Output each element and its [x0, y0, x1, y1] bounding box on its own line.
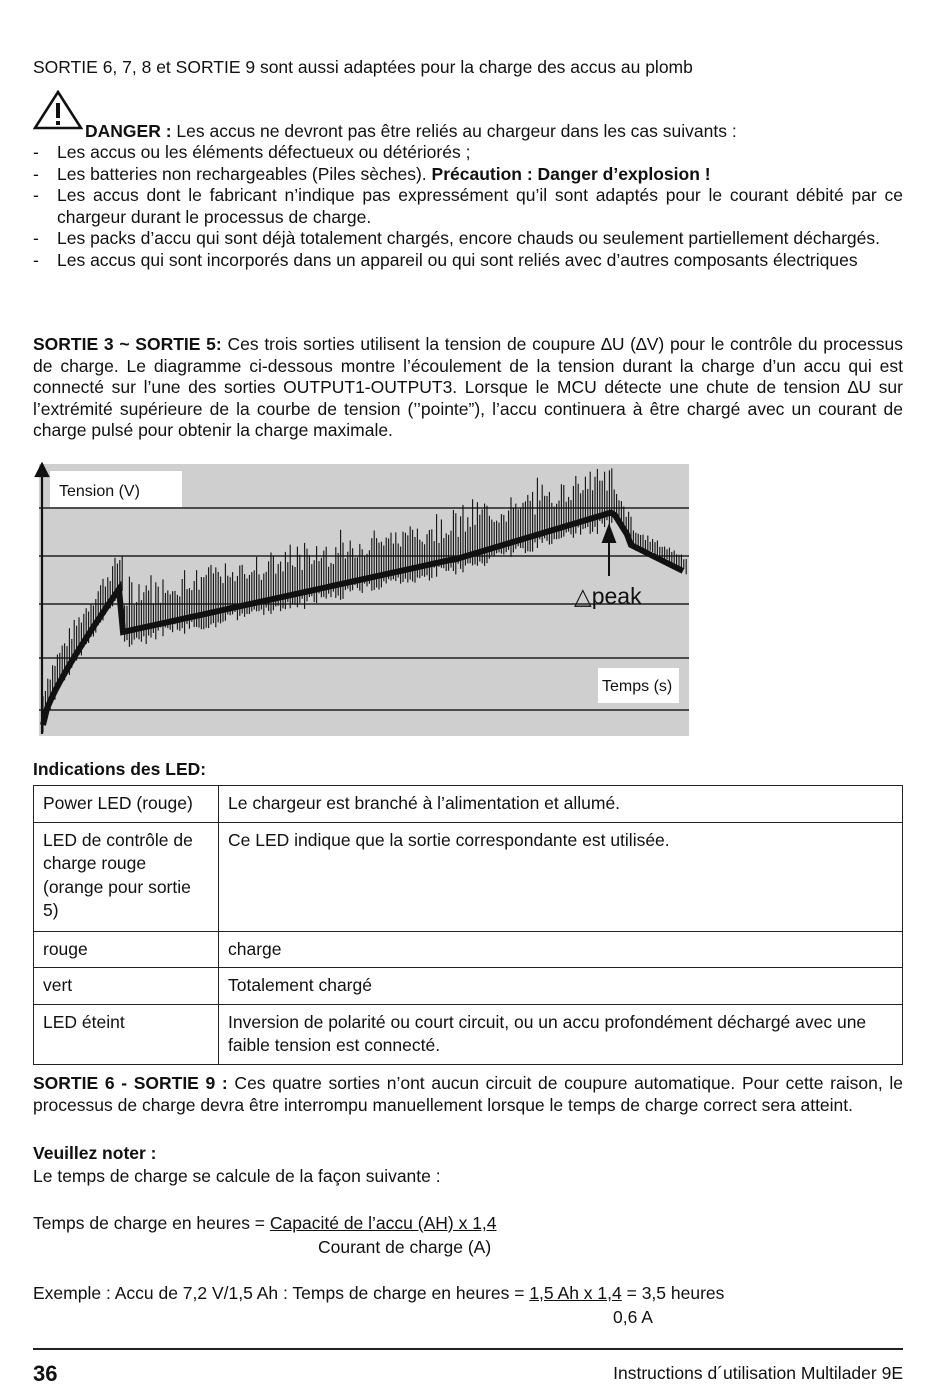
sortie35-label: SORTIE 3 ~ SORTIE 5: [33, 334, 222, 354]
chart-xlabel: Temps (s) [602, 678, 673, 695]
footer-title: Instructions d´utilisation Multilader 9E [613, 1363, 903, 1383]
danger-label: DANGER : [85, 121, 172, 141]
warning-triangle-icon [33, 90, 83, 130]
example-lhs: Exemple : Accu de 7,2 V/1,5 Ah : Temps de charge en heures = [33, 1283, 530, 1303]
table-cell: vert [34, 968, 219, 1005]
example-numerator: 1,5 Ah x 1,4 [529, 1283, 622, 1303]
formula-numerator: Capacité de l’accu (AH) x 1,4 [269, 1213, 497, 1233]
table-row [34, 822, 903, 931]
formula-denominator: Courant de charge (A) [318, 1237, 492, 1257]
list-item: - Les batteries non rechargeables (Piles sèches). Précaution : Danger d’explosion ! [33, 164, 903, 186]
voltage-chart [33, 462, 689, 736]
sortie69-label: SORTIE 6 - SORTIE 9 : [33, 1073, 228, 1093]
example-line [33, 1283, 903, 1305]
sortie35-paragraph [33, 334, 903, 442]
note-label: Veuillez noter : [33, 1143, 157, 1163]
danger-list [33, 142, 903, 271]
example-result: = 3,5 heures [621, 1283, 725, 1303]
footer-rule [33, 1348, 903, 1350]
table-cell: Power LED (rouge) [34, 786, 219, 823]
table-cell: Inversion de polarité ou court circuit, ou un accu profondément déchargé avec une faible tension est connecté. [219, 1004, 903, 1064]
table-cell: LED de contrôle de charge rouge (orange pour sortie 5) [34, 822, 219, 931]
danger-block [33, 120, 903, 271]
list-item: - Les accus dont le fabricant n’indique pas expressément qu’il sont adaptés pour le courant débité par ce chargeur durant le processus de charge. [33, 185, 903, 228]
danger-text: Les accus ne devront pas être reliés au chargeur dans les cas suivants : [171, 121, 737, 141]
led-heading: Indications des LED: [33, 759, 207, 779]
sortie35-text: Ces trois sorties utilisent la tension de coupure ∆U (∆V) pour le contrôle du processus de charge. Le diagramme ci-dessous montre l’écoulement de la tension durant la charge d’un accu qui est connecté sur l’une des sorties OUTPUT1-OUTPUT3. Lorsque le MCU détecte une chute de tension ∆U sur l’extrémité supérieure de la courbe de tension (’’pointe”), l’accu continuera à être chargé avec un courant de charge pulsé pour obtenir la charge maximale. [33, 334, 903, 440]
table-cell: Ce LED indique que la sortie correspondante est utilisée. [219, 822, 903, 931]
sortie69-paragraph [33, 1073, 903, 1116]
note-text: Le temps de charge se calcule de la façon suivante : [33, 1166, 441, 1186]
formula-line [33, 1213, 903, 1235]
page-number: 36 [33, 1361, 58, 1386]
led-table [33, 785, 903, 1065]
intro-text: SORTIE 6, 7, 8 et SORTIE 9 sont aussi adaptées pour la charge des accus au plomb [33, 57, 693, 77]
list-item: - Les packs d’accu qui sont déjà totalement chargés, encore chauds ou seulement partiellement déchargés. [33, 228, 903, 250]
table-row [34, 931, 903, 968]
table-cell: LED éteint [34, 1004, 219, 1064]
table-cell: Le chargeur est branché à l’alimentation et allumé. [219, 786, 903, 823]
table-cell: rouge [34, 931, 219, 968]
sortie69-text: Ces quatre sorties n’ont aucun circuit de coupure automatique. Pour cette raison, le processus de charge devra être interrompu manuellement lorsque le temps de charge correct sera atteint. [33, 1073, 903, 1115]
table-row [34, 968, 903, 1005]
table-cell: Totalement chargé [219, 968, 903, 1005]
formula-lhs: Temps de charge en heures = [33, 1213, 270, 1233]
table-row [34, 786, 903, 823]
danger-line [33, 120, 903, 142]
list-item: - Les accus qui sont incorporés dans un appareil ou qui sont reliés avec d’autres composants électriques [33, 250, 903, 272]
chart-ylabel: Tension (V) [59, 483, 140, 500]
list-item: - Les accus ou les éléments défectueux ou détériorés ; [33, 142, 903, 164]
table-row [34, 1004, 903, 1064]
table-cell: charge [219, 931, 903, 968]
peak-label: △peak [574, 583, 642, 609]
example-denominator: 0,6 A [613, 1307, 653, 1327]
